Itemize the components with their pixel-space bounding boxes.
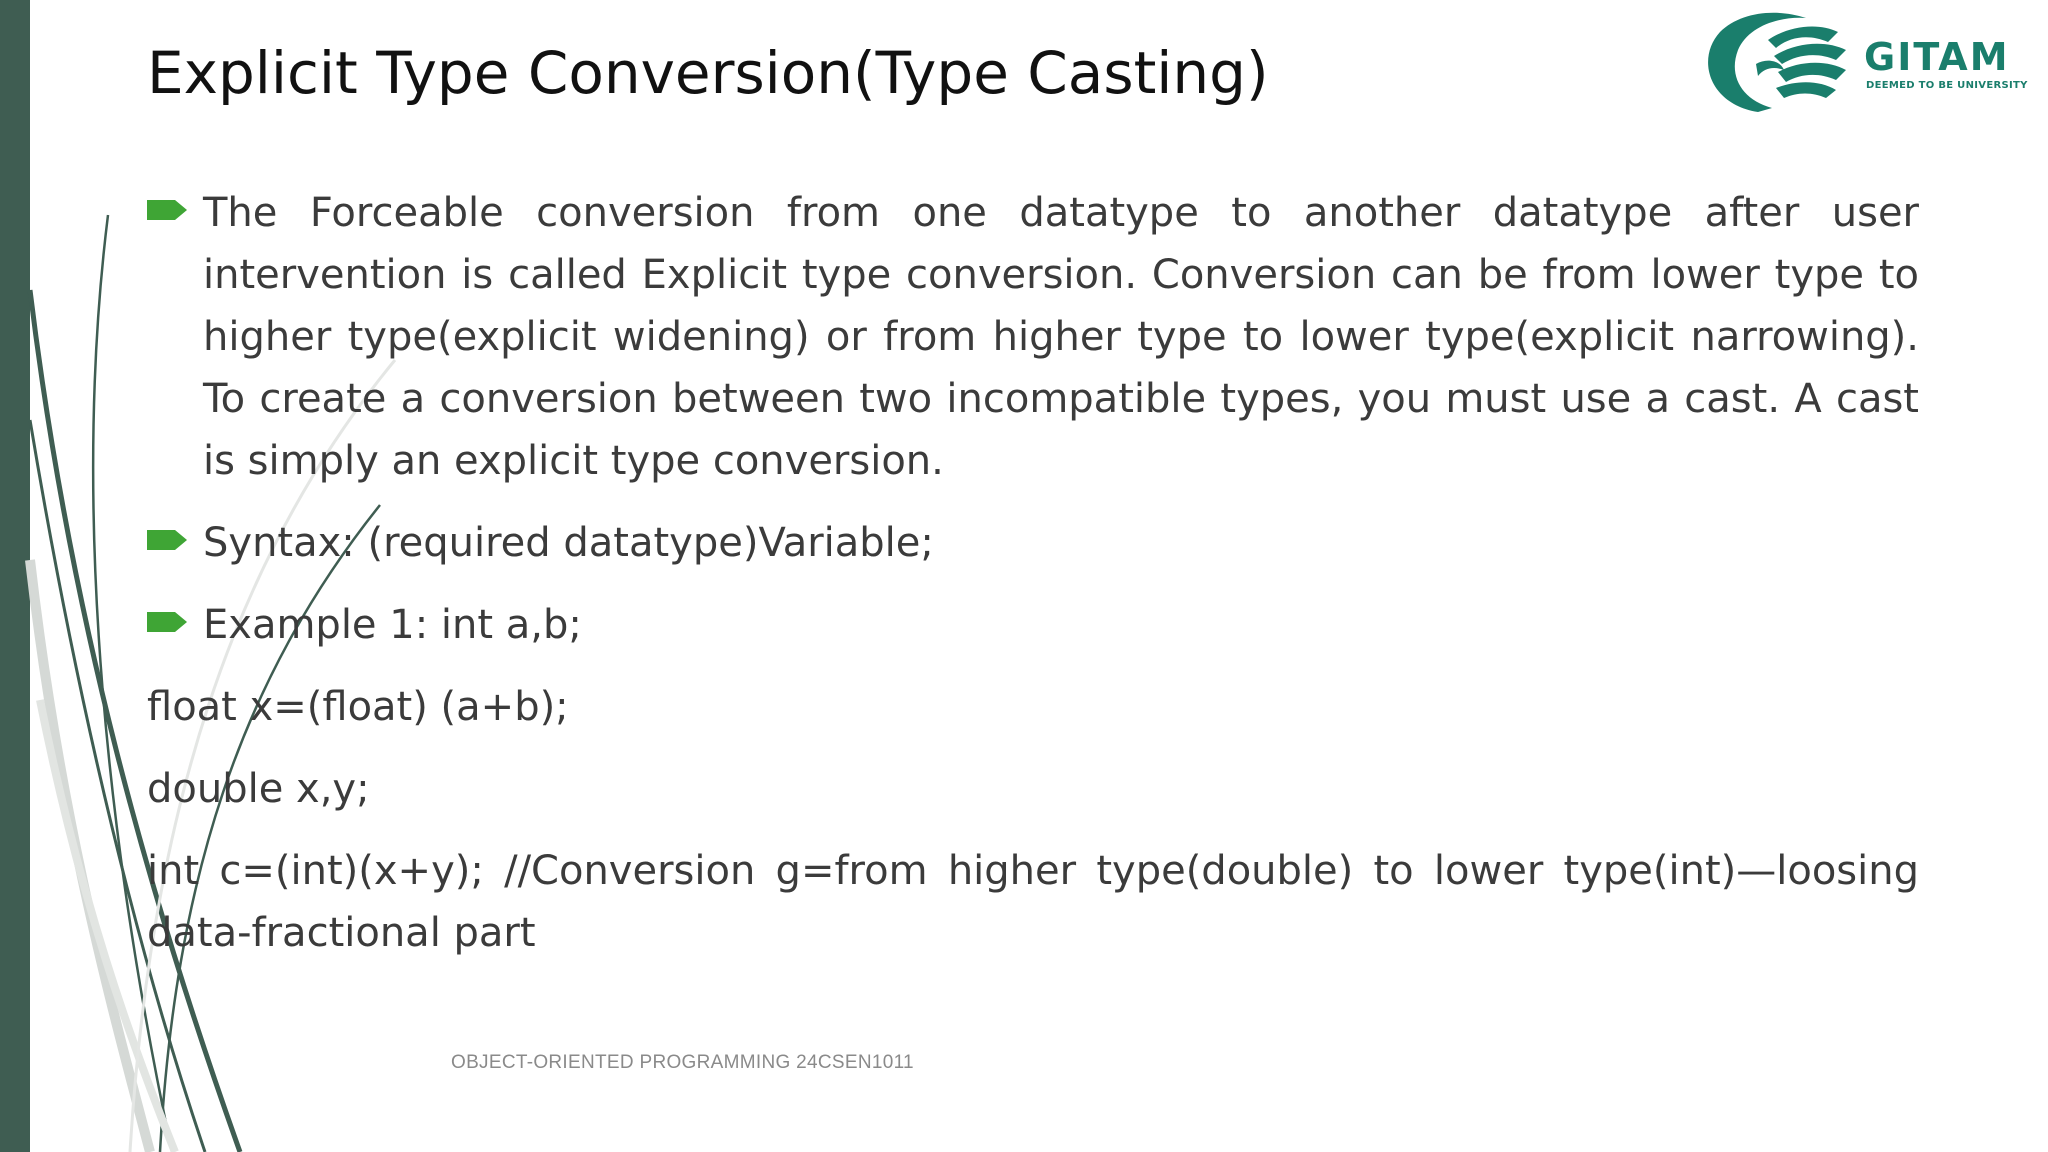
- slide-footer: OBJECT-ORIENTED PROGRAMMING 24CSEN1011: [451, 1052, 914, 1073]
- gitam-logo: [1696, 4, 2046, 120]
- slide-title: Explicit Type Conversion(Type Casting): [147, 39, 1269, 107]
- bullet-text: Syntax: (required datatype)Variable;: [203, 520, 934, 566]
- bullet-text: Example 1: int a,b;: [203, 602, 582, 648]
- logo-tagline: DEEMED TO BE UNIVERSITY: [1866, 80, 2028, 91]
- bullet-item: [147, 182, 1919, 492]
- bullet-arrow-icon: [147, 198, 189, 222]
- code-line: double x,y;: [147, 766, 370, 812]
- code-line: float x=(float) (a+b);: [147, 684, 569, 730]
- bullet-text: The Forceable conversion from one datatype to another datatype after user intervention is called Explicit type conversion. Conversion can be from lower type to higher type(explicit widening) or from higher type to lower type(explicit narrowing). To create a conversion between two incompatible types, you must use a cast. A cast is simply an explicit type conversion.: [203, 190, 1919, 484]
- bullet-item: [147, 512, 1919, 574]
- bullet-arrow-icon: [147, 528, 189, 552]
- gitam-emblem-icon: [1696, 4, 1856, 120]
- bullet-arrow-icon: [147, 610, 189, 634]
- bullet-item: [147, 594, 1919, 656]
- slide-content: [147, 182, 1919, 984]
- logo-name: GITAM: [1864, 35, 2010, 79]
- code-line: int c=(int)(x+y); //Conversion g=from higher type(double) to lower type(int)—loosing data-fractional part: [147, 848, 1919, 956]
